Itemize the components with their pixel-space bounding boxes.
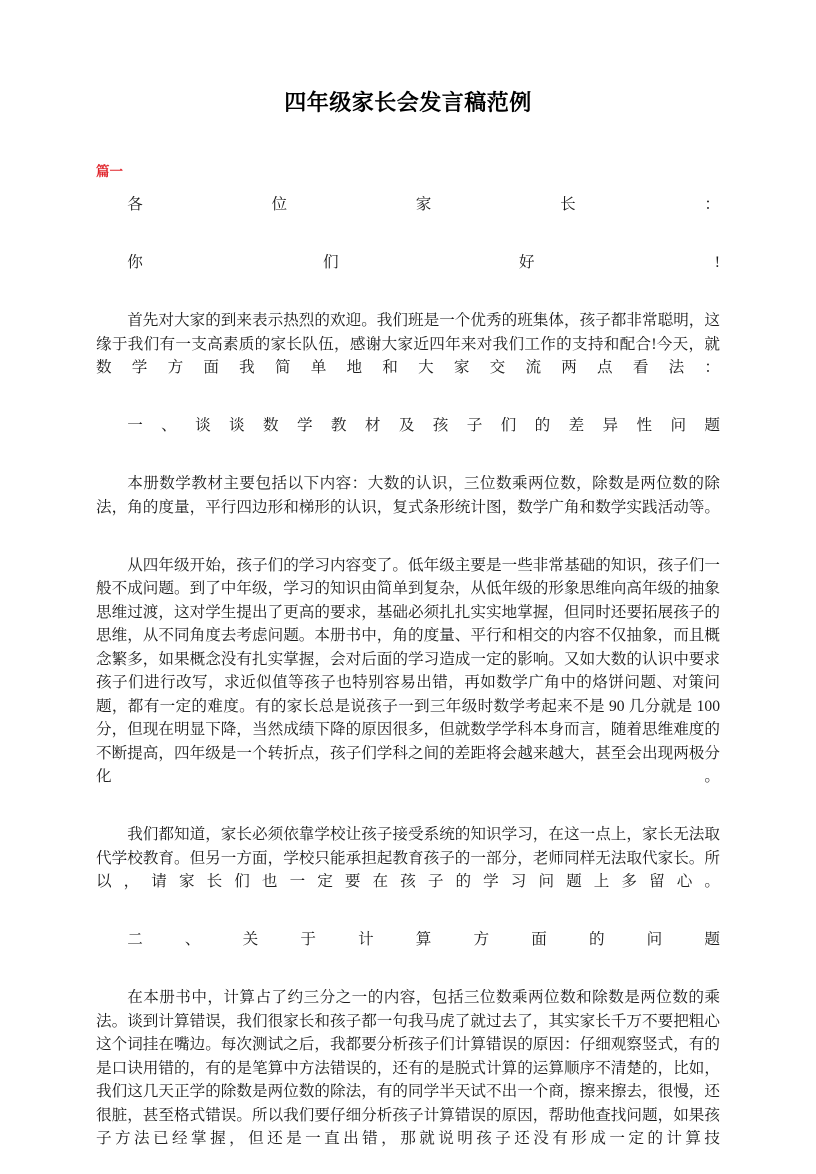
paragraph-opening: 首先对大家的到来表示热烈的欢迎。我们班是一个优秀的班集体，孩子都非常聪明，这缘于我们有一支高素质的家长队伍，感谢大家近四年来对我们工作的支持和配合!今天，就数学方面我简单地和大家交流两点看法： [96,312,720,376]
paragraph-textbook-contents: 本册数学教材主要包括以下内容：大数的认识，三位数乘两位数，除数是两位数的除法，角的度量，平行四边形和梯形的认识，复式条形统计图，数学广角和数学实践活动等。 [96,475,720,516]
paragraph-calculation-issues: 在本册书中，计算占了约三分之一的内容，包括三位数乘两位数和除数是两位数的乘法。谈到计算错误，我们很家长和孩子都一句我马虎了就过去了，其实家长千万不要把粗心这个词挂在嘴边。每次测试之后，我都要分析孩子们计算错误的原因：仔细观察竖式，有的是口诀用错的，有的是笔算中方法错误的，还有的是脱式计算的运算顺序不清楚的，比如，我们这几天正学的除数是两位数的除法，有的同学半天试不出一个商，擦来擦去，很慢，还很脏，甚至格式错误。所以我们要仔细分析孩子计算错误的原因，帮助他查找问题，如果孩子方法已经掌握，但还是一直出错，那就说明孩子还没有形成一定的计算技 [96,989,720,1147]
paragraph-salutation: 各位家长： [127,196,720,213]
paragraph-school-and-parents: 我们都知道，家长必须依靠学校让孩子接受系统的知识学习，在这一点上，家长无法取代学校教育。但另一方面，学校只能承担起教育孩子的一部分，老师同样无法取代家长。所以，请家长们也一定要在孩子的学习问题上多留心。 [96,826,720,890]
paragraph-greeting: 你们好! [127,254,720,271]
document-content [96,0,720,1174]
paragraph-heading-one: 一、谈谈数学教材及孩子们的差异性问题 [127,417,720,434]
page-title: 四年级家长会发言稿范例 [284,90,532,115]
paragraph-grade-four-change: 从四年级开始，孩子们的学习内容变了。低年级主要是一些非常基础的知识，孩子们一般不成问题。到了中年级，学习的知识由简单到复杂，从低年级的形象思维向高年级的抽象思维过渡，这对学生提出了更高的要求，基础必须扎扎实实地掌握，但同时还要拓展孩子的思维，从不同角度去考虑问题。本册书中，角的度量、平行和相交的内容不仅抽象，而且概念繁多，如果概念没有扎实掌握，会对后面的学习造成一定的影响。又如大数的认识中要求孩子们进行改写，求近似值等孩子也特别容易出错，再如数学广角中的烙饼问题、对策问题，都有一定的难度。有的家长总是说孩子一到三年级时数学考起来不是 90 几分就是 100 分，但现在明显下降，当然成绩下降的原因很多，但就数学学科本身而言，随着思维难度的不断提高，四年级是一个转折点，孩子们学科之间的差距将会越来越大，甚至会出现两极分化。 [96,556,720,785]
paragraph-heading-two: 二、关于计算方面的问题 [127,931,720,948]
section-tag-label: 篇一 [96,164,123,179]
